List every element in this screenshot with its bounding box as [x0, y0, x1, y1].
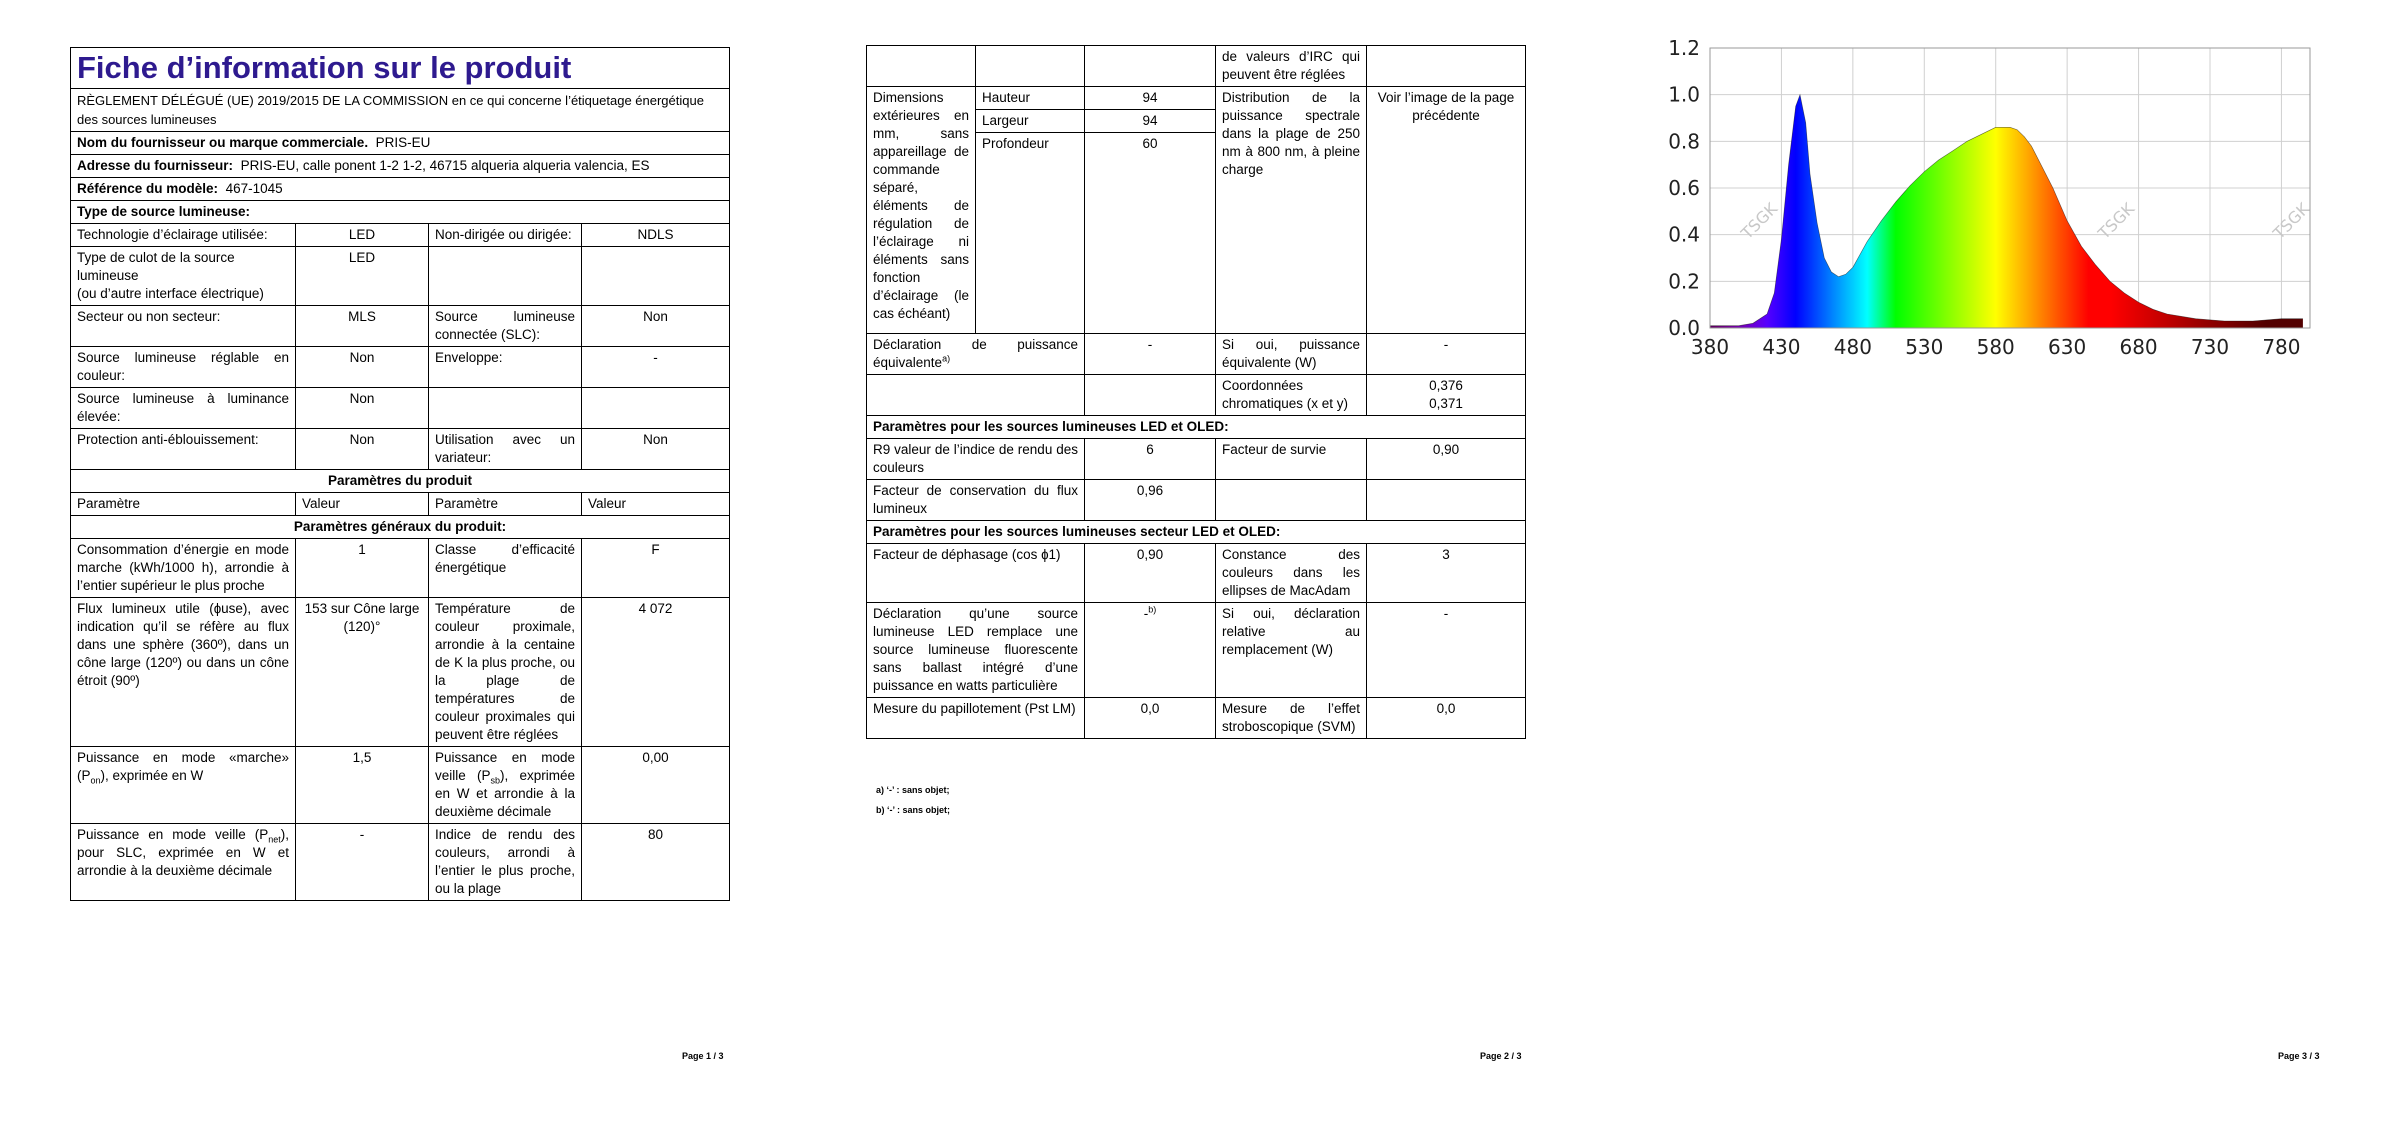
- x-axis-ticks: [1691, 335, 2301, 359]
- x-tick-label: 780: [2262, 335, 2301, 359]
- product-info-table-page-2: [866, 45, 1526, 739]
- x-tick-label: 730: [2190, 335, 2230, 359]
- high-luminance-value: Non: [296, 388, 429, 429]
- r9-value: 6: [1085, 439, 1216, 480]
- dimmer-label: Utilisation avec un variateur:: [429, 429, 582, 470]
- equivalent-power-label: [867, 334, 1085, 375]
- mains-label: Secteur ou non secteur:: [71, 306, 296, 347]
- product-params-heading: Paramètres du produit: [71, 470, 730, 493]
- column-header-param: Paramètre: [71, 493, 296, 516]
- equivalent-power-w-label: Si oui, puissance équivalente (W): [1216, 334, 1367, 375]
- anti-glare-value: Non: [296, 429, 429, 470]
- fluorescent-replacement-value: [1085, 603, 1216, 698]
- spectrum-area: [1710, 95, 2303, 328]
- fluorescent-replacement-value-text: -: [1143, 606, 1149, 621]
- cap-label-line-2: (ou d’autre interface électrique): [77, 286, 264, 301]
- general-params-heading: Paramètres généraux du produit:: [71, 516, 730, 539]
- column-header-value: Valeur: [296, 493, 429, 516]
- depth-label: Profondeur: [976, 133, 1085, 334]
- cct-label: Température de couleur proximale, arrondie à la centaine de K la plus proche, ou la plage de températures de couleur proximales qui peuvent être réglées: [429, 598, 582, 747]
- led-params-heading: Paramètres pour les sources lumineuses LED et OLED:: [867, 416, 1526, 439]
- x-tick-label: 430: [1762, 335, 1801, 359]
- width-value: 94: [1085, 110, 1216, 133]
- x-tick-label: 680: [2119, 335, 2158, 359]
- spectral-distribution-chart: [1660, 40, 2340, 360]
- empty-cell: [867, 46, 976, 87]
- y-tick-label: 0.4: [1668, 222, 1700, 247]
- y-tick-label: 0.2: [1668, 269, 1700, 294]
- cri-value: 80: [582, 824, 730, 901]
- supplier-label: Nom du fournisseur ou marque commerciale.: [77, 135, 369, 150]
- depth-value: 60: [1085, 133, 1216, 334]
- networked-standby-subscript: net: [268, 834, 281, 845]
- footnote-marker-a: a): [942, 353, 951, 364]
- fluorescent-replacement-label: Déclaration qu’une source lumineuse LED remplace une source lumineuse fluorescente sans ballast intégré d’une puissance en watts particulière: [867, 603, 1085, 698]
- cap-label-line-1: Type de culot de la source lumineuse: [77, 250, 235, 283]
- mains-value: MLS: [296, 306, 429, 347]
- empty-cell: [429, 388, 582, 429]
- lumen-maintenance-value: 0,96: [1085, 480, 1216, 521]
- page-number: Page 2 / 3: [1480, 1051, 1522, 1061]
- height-value: 94: [1085, 87, 1216, 110]
- watermark-text: TSGK: [2094, 199, 2139, 243]
- stroboscopic-value: 0,0: [1367, 698, 1526, 739]
- envelope-label: Enveloppe:: [429, 347, 582, 388]
- cap-value: LED: [296, 247, 429, 306]
- column-header-value: Valeur: [582, 493, 730, 516]
- address-value: PRIS-EU, calle ponent 1-2 1-2, 46715 alqueria alqueria valencia, ES: [240, 158, 650, 173]
- displacement-factor-label: Facteur de déphasage (cos ɸ1): [867, 544, 1085, 603]
- tech-label: Technologie d’éclairage utilisée:: [71, 224, 296, 247]
- energy-consumption-value: 1: [296, 539, 429, 598]
- empty-cell: [867, 375, 1085, 416]
- x-tick-label: 380: [1690, 335, 1730, 359]
- page-2: [866, 0, 1526, 1123]
- address-row: [71, 155, 730, 178]
- y-axis-ticks: [1668, 40, 1700, 340]
- page-title: Fiche d’information sur le produit: [71, 48, 730, 89]
- regulation-reference: RÈGLEMENT DÉLÉGUÉ (UE) 2019/2015 DE LA COMMISSION en ce qui concerne l’étiquetage énergétique des sources lumineuses: [71, 89, 730, 132]
- empty-cell: [1367, 480, 1526, 521]
- model-label: Référence du modèle:: [77, 181, 219, 196]
- type-heading: Type de source lumineuse:: [71, 201, 730, 224]
- x-tick-label: 580: [1976, 335, 2015, 359]
- empty-cell: [1085, 46, 1216, 87]
- displacement-factor-value: 0,90: [1085, 544, 1216, 603]
- standby-power-value: 0,00: [582, 747, 730, 824]
- spectral-distribution-label: Distribution de la puissance spectrale dans la plage de 250 nm à 800 nm, à pleine charge: [1216, 87, 1367, 334]
- standby-power-subscript: sb: [490, 775, 500, 786]
- connected-label: Source lumineuse connectée (SLC):: [429, 306, 582, 347]
- watermark-text: TSGK: [1737, 199, 1782, 243]
- cap-label: [71, 247, 296, 306]
- supplier-row: [71, 132, 730, 155]
- on-mode-power-subscript: on: [90, 775, 101, 786]
- chromaticity-value: [1367, 375, 1526, 416]
- page-number: Page 1 / 3: [682, 1051, 724, 1061]
- cct-value: 4 072: [582, 598, 730, 747]
- standby-power-label-text: Puissance en mode veille (P: [435, 750, 575, 783]
- empty-cell: [429, 247, 582, 306]
- footnote-a: a) ‘-’ : sans objet;: [876, 785, 950, 795]
- colour-tunable-value: Non: [296, 347, 429, 388]
- on-mode-power-label-text: Puissance en mode «marche» (P: [77, 750, 289, 783]
- chromaticity-label: Coordonnées chromatiques (x et y): [1216, 375, 1367, 416]
- address-label: Adresse du fournisseur:: [77, 158, 234, 173]
- page-number: Page 3 / 3: [2278, 1051, 2320, 1061]
- empty-cell: [976, 46, 1085, 87]
- standby-power-label: [429, 747, 582, 824]
- efficiency-class-label: Classe d’efficacité énergétique: [429, 539, 582, 598]
- product-info-table-page-1: [70, 47, 730, 901]
- high-luminance-label: Source lumineuse à luminance élevée:: [71, 388, 296, 429]
- flicker-label: Mesure du papillotement (Pst LM): [867, 698, 1085, 739]
- y-tick-label: 1.0: [1668, 82, 1700, 107]
- equivalent-power-value: -: [1085, 334, 1216, 375]
- survival-factor-label: Facteur de survie: [1216, 439, 1367, 480]
- footnotes: [876, 780, 950, 820]
- empty-cell: [1367, 46, 1526, 87]
- stroboscopic-label: Mesure de l’effet stroboscopique (SVM): [1216, 698, 1367, 739]
- envelope-value: -: [582, 347, 730, 388]
- y-tick-label: 1.2: [1668, 40, 1700, 60]
- anti-glare-label: Protection anti-éblouissement:: [71, 429, 296, 470]
- colour-tunable-label: Source lumineuse réglable en couleur:: [71, 347, 296, 388]
- replacement-power-value: -: [1367, 603, 1526, 698]
- networked-standby-label: [71, 824, 296, 901]
- cri-label: Indice de rendu des couleurs, arrondi à l’entier le plus proche, ou la plage: [429, 824, 582, 901]
- tech-value: LED: [296, 224, 429, 247]
- watermark-text: TSGK: [2269, 199, 2314, 243]
- mains-led-params-heading: Paramètres pour les sources lumineuses secteur LED et OLED:: [867, 521, 1526, 544]
- connected-value: Non: [582, 306, 730, 347]
- supplier-value: PRIS-EU: [375, 135, 431, 150]
- flicker-value: 0,0: [1085, 698, 1216, 739]
- networked-standby-label-text: Puissance en mode veille (P: [77, 827, 269, 842]
- footnote-marker-b: b): [1148, 604, 1157, 615]
- replacement-power-label: Si oui, déclaration relative au remplacement (W): [1216, 603, 1367, 698]
- model-row: [71, 178, 730, 201]
- networked-standby-label-unit: ), pour SLC, exprimée en W et arrondie à la deuxième décimale: [77, 827, 289, 878]
- on-mode-power-label: [71, 747, 296, 824]
- colour-consistency-label: Constance des couleurs dans les ellipses de MacAdam: [1216, 544, 1367, 603]
- column-header-param: Paramètre: [429, 493, 582, 516]
- y-tick-label: 0.0: [1668, 316, 1700, 340]
- height-label: Hauteur: [976, 87, 1085, 110]
- standby-power-label-unit: ), exprimée en W et arrondie à la deuxième décimale: [435, 768, 575, 819]
- efficiency-class-value: F: [582, 539, 730, 598]
- model-value: 467-1045: [225, 181, 283, 196]
- directional-label: Non-dirigée ou dirigée:: [429, 224, 582, 247]
- page-1: [70, 0, 730, 1123]
- x-tick-label: 530: [1905, 335, 1944, 359]
- lumen-maintenance-label: Facteur de conservation du flux lumineux: [867, 480, 1085, 521]
- y-tick-label: 0.6: [1668, 176, 1700, 200]
- survival-factor-value: 0,90: [1367, 439, 1526, 480]
- x-tick-label: 480: [1833, 335, 1872, 359]
- x-tick-label: 630: [2048, 335, 2087, 359]
- on-mode-power-label-unit: ), exprimée en W: [100, 768, 204, 783]
- on-mode-power-value: 1,5: [296, 747, 429, 824]
- energy-consumption-label: Consommation d’énergie en mode marche (kWh/1000 h), arrondie à l’entier supérieur le plus proche: [71, 539, 296, 598]
- spectral-distribution-value: Voir l’image de la page précédente: [1367, 87, 1526, 334]
- colour-consistency-value: 3: [1367, 544, 1526, 603]
- empty-cell: [582, 247, 730, 306]
- dimmer-value: Non: [582, 429, 730, 470]
- empty-cell: [582, 388, 730, 429]
- r9-label: R9 valeur de l’indice de rendu des couleurs: [867, 439, 1085, 480]
- empty-cell: [1085, 375, 1216, 416]
- directional-value: NDLS: [582, 224, 730, 247]
- useful-flux-label: Flux lumineux utile (ɸuse), avec indication qu’il se réfère au flux dans une sphère (360º), dans un cône large (120º) ou dans un cône étroit (90º): [71, 598, 296, 747]
- empty-cell: [1216, 480, 1367, 521]
- page-3: [1660, 0, 2340, 1123]
- equivalent-power-w-value: -: [1367, 334, 1526, 375]
- chromaticity-x: 0,376: [1429, 378, 1463, 393]
- useful-flux-value: 153 sur Cône large (120)°: [296, 598, 429, 747]
- footnote-b: b) ‘-’ : sans objet;: [876, 805, 951, 815]
- networked-standby-value: -: [296, 824, 429, 901]
- dimensions-label: Dimensions extérieures en mm, sans appareillage de commande séparé, éléments de régulation de l’éclairage ni éléments sans fonction d’éclairage (le cas échéant): [867, 87, 976, 334]
- chromaticity-y: 0,371: [1429, 396, 1463, 411]
- cri-label-continued: de valeurs d’IRC qui peuvent être réglées: [1216, 46, 1367, 87]
- y-tick-label: 0.8: [1668, 129, 1700, 154]
- width-label: Largeur: [976, 110, 1085, 133]
- equivalent-power-label-text: Déclaration de puissance équivalente: [873, 337, 1078, 370]
